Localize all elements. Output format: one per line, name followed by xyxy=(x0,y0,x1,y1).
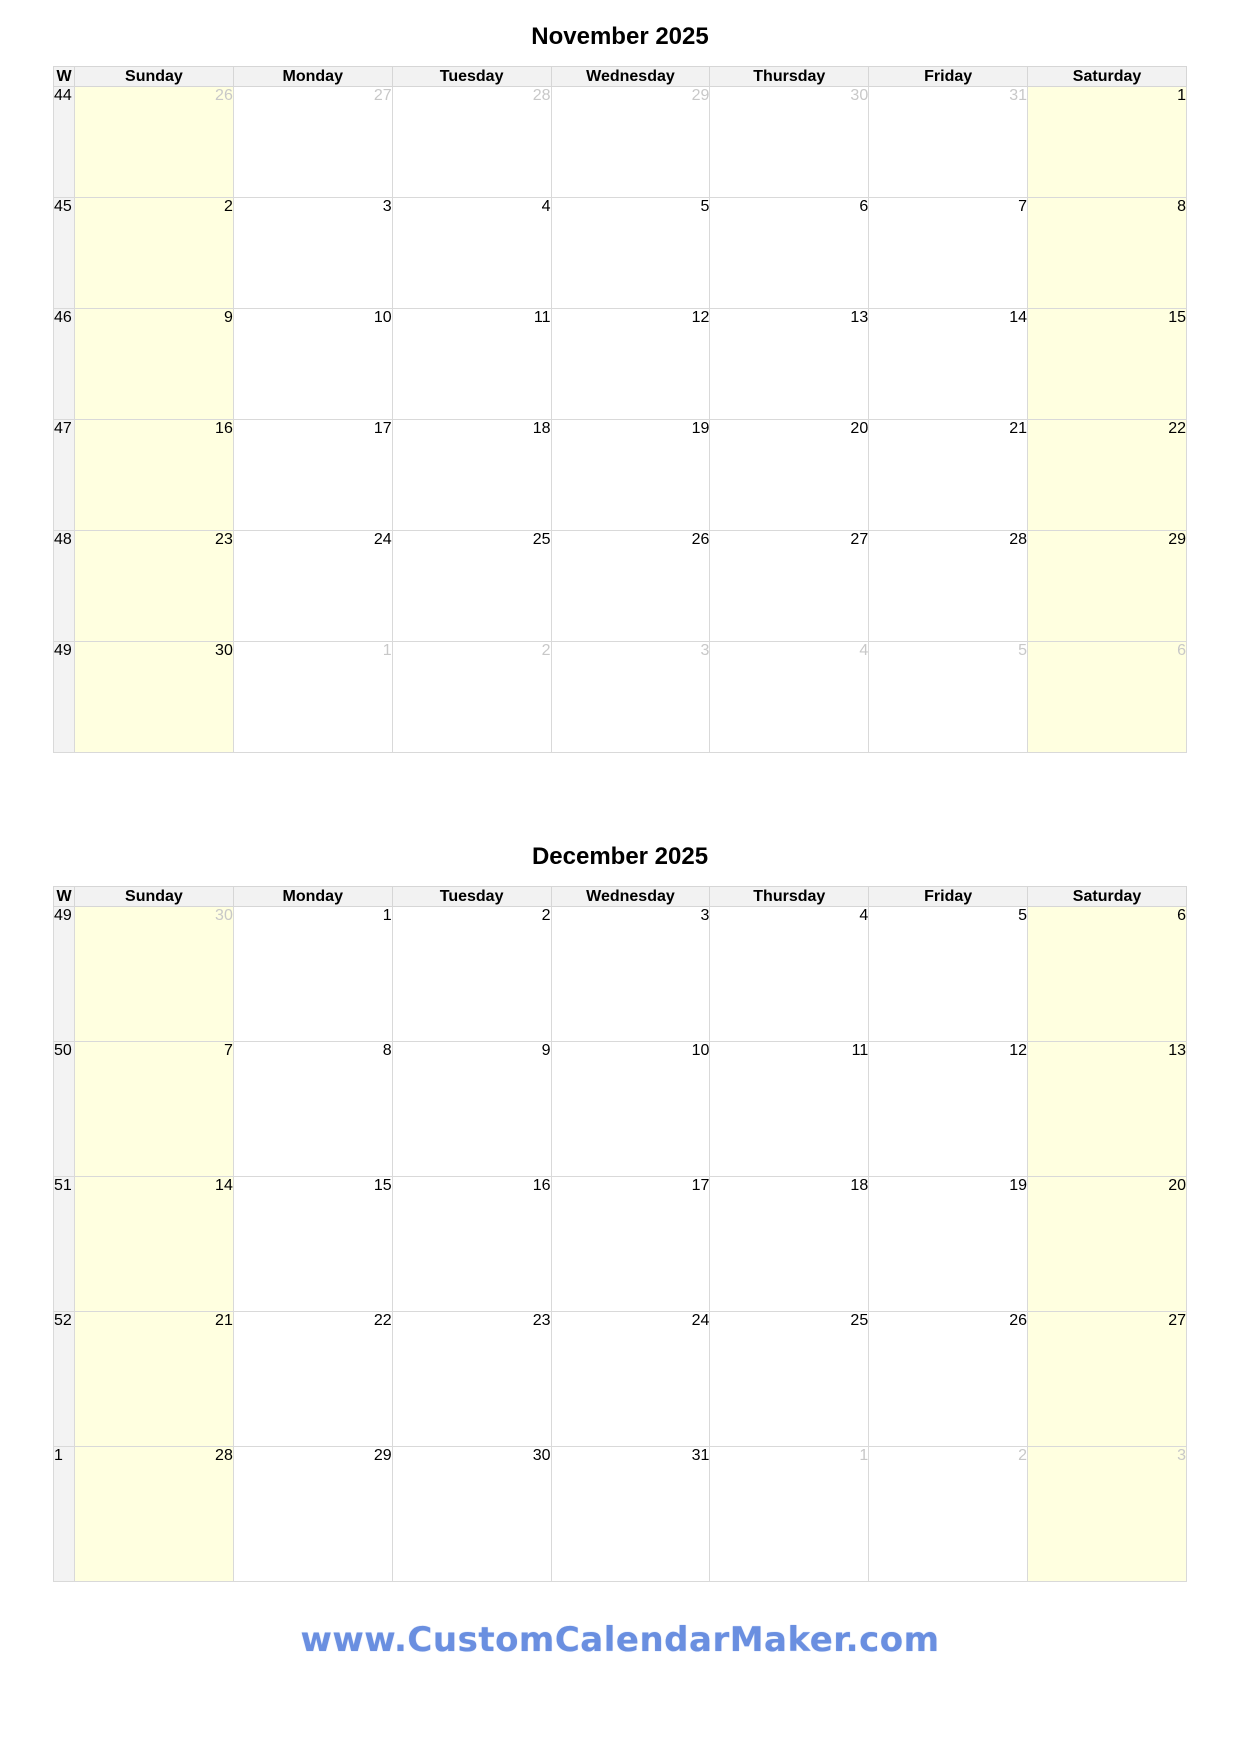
day-cell[interactable] xyxy=(1028,1177,1187,1312)
day-cell[interactable] xyxy=(1028,87,1187,198)
day-cell[interactable] xyxy=(551,420,710,531)
weekday-header-tuesday: Tuesday xyxy=(392,67,551,87)
day-number: 19 xyxy=(1009,1177,1028,1194)
day-number: 18 xyxy=(850,1177,869,1194)
day-cell[interactable] xyxy=(869,198,1028,309)
day-cell[interactable] xyxy=(869,642,1028,753)
day-number: 2 xyxy=(1018,1447,1028,1464)
day-number: 29 xyxy=(691,87,710,104)
week-number-header: W xyxy=(54,67,75,87)
day-number: 3 xyxy=(700,642,710,659)
weekday-header-thursday: Thursday xyxy=(710,67,869,87)
day-cell[interactable] xyxy=(1028,1312,1187,1447)
day-cell[interactable] xyxy=(551,87,710,198)
day-number: 23 xyxy=(215,531,233,548)
day-number: 29 xyxy=(1168,531,1186,548)
weekday-header-thursday: Thursday xyxy=(710,887,869,907)
day-number: 9 xyxy=(541,1042,551,1059)
day-cell[interactable] xyxy=(869,420,1028,531)
day-cell[interactable] xyxy=(1028,309,1187,420)
day-cell[interactable] xyxy=(1028,1042,1187,1177)
day-cell[interactable] xyxy=(869,87,1028,198)
day-number: 7 xyxy=(1018,198,1028,215)
day-number: 1 xyxy=(1177,87,1186,104)
day-cell[interactable] xyxy=(869,1312,1028,1447)
day-cell[interactable] xyxy=(710,531,869,642)
day-cell[interactable] xyxy=(392,87,551,198)
day-number: 26 xyxy=(691,531,710,548)
weekday-header-monday: Monday xyxy=(233,67,392,87)
weekday-header-friday: Friday xyxy=(869,887,1028,907)
day-number: 4 xyxy=(541,198,551,215)
day-cell[interactable] xyxy=(551,907,710,1042)
day-cell[interactable] xyxy=(233,1447,392,1582)
day-number: 3 xyxy=(382,198,392,215)
day-number: 29 xyxy=(373,1447,392,1464)
day-number: 1 xyxy=(859,1447,869,1464)
day-number: 22 xyxy=(373,1312,392,1329)
day-cell[interactable] xyxy=(869,531,1028,642)
day-number: 2 xyxy=(223,198,233,215)
day-cell[interactable] xyxy=(869,309,1028,420)
day-cell[interactable] xyxy=(710,1042,869,1177)
day-cell[interactable] xyxy=(75,531,234,642)
calendar-month-december xyxy=(53,842,1187,1582)
day-number: 21 xyxy=(215,1312,233,1329)
month-title: November 2025 xyxy=(531,23,709,50)
day-cell[interactable] xyxy=(233,198,392,309)
day-cell[interactable] xyxy=(710,1177,869,1312)
calendar-month-november xyxy=(53,22,1187,753)
week-row xyxy=(54,1177,1187,1312)
day-number: 20 xyxy=(1168,1177,1186,1194)
day-number: 22 xyxy=(1168,420,1186,437)
weekday-header-saturday: Saturday xyxy=(1028,887,1187,907)
day-cell[interactable] xyxy=(75,87,234,198)
week-number: 46 xyxy=(54,309,75,420)
day-cell[interactable] xyxy=(1028,420,1187,531)
day-number: 15 xyxy=(1168,309,1186,326)
week-row xyxy=(54,1447,1187,1582)
day-number: 28 xyxy=(1009,531,1028,548)
week-row xyxy=(54,87,1187,198)
day-cell[interactable] xyxy=(233,531,392,642)
day-cell[interactable] xyxy=(233,420,392,531)
day-cell[interactable] xyxy=(75,198,234,309)
footer xyxy=(0,1620,1240,1660)
week-row xyxy=(54,1312,1187,1447)
day-cell[interactable] xyxy=(1028,198,1187,309)
day-cell[interactable] xyxy=(392,420,551,531)
day-cell[interactable] xyxy=(1028,642,1187,753)
day-cell[interactable] xyxy=(551,1447,710,1582)
day-number: 28 xyxy=(532,87,551,104)
day-number: 18 xyxy=(532,420,551,437)
day-cell[interactable] xyxy=(551,1042,710,1177)
day-number: 31 xyxy=(1009,87,1028,104)
week-row xyxy=(54,198,1187,309)
week-number: 45 xyxy=(54,198,75,309)
day-number: 26 xyxy=(215,87,233,104)
week-row xyxy=(54,907,1187,1042)
day-number: 28 xyxy=(215,1447,233,1464)
weekday-header-sunday: Sunday xyxy=(75,887,234,907)
day-cell[interactable] xyxy=(710,420,869,531)
day-number: 23 xyxy=(532,1312,551,1329)
day-number: 2 xyxy=(541,642,551,659)
day-number: 13 xyxy=(850,309,869,326)
day-number: 27 xyxy=(850,531,869,548)
day-cell[interactable] xyxy=(710,309,869,420)
day-number: 16 xyxy=(532,1177,551,1194)
day-cell[interactable] xyxy=(869,1042,1028,1177)
day-cell[interactable] xyxy=(392,531,551,642)
day-number: 21 xyxy=(1009,420,1028,437)
footer-website-link[interactable]: www.CustomCalendarMaker.com xyxy=(300,1620,940,1660)
day-number: 8 xyxy=(382,1042,392,1059)
calendar-grid xyxy=(53,66,1187,753)
week-number: 52 xyxy=(54,1312,75,1447)
week-row xyxy=(54,1042,1187,1177)
day-number: 14 xyxy=(215,1177,233,1194)
calendar-grid xyxy=(53,886,1187,1582)
day-number: 30 xyxy=(215,642,233,659)
day-number: 6 xyxy=(1177,642,1186,659)
day-cell[interactable] xyxy=(1028,531,1187,642)
day-number: 3 xyxy=(700,907,710,924)
day-number: 1 xyxy=(382,642,392,659)
day-number: 26 xyxy=(1009,1312,1028,1329)
week-number: 49 xyxy=(54,642,75,753)
weekday-header-row xyxy=(54,887,1187,907)
day-cell[interactable] xyxy=(75,642,234,753)
day-number: 17 xyxy=(373,420,392,437)
day-number: 7 xyxy=(223,1042,233,1059)
day-number: 24 xyxy=(691,1312,710,1329)
day-cell[interactable] xyxy=(392,198,551,309)
day-number: 20 xyxy=(850,420,869,437)
week-row xyxy=(54,420,1187,531)
day-cell[interactable] xyxy=(392,1177,551,1312)
day-cell[interactable] xyxy=(233,1312,392,1447)
week-number: 51 xyxy=(54,1177,75,1312)
day-cell[interactable] xyxy=(710,1312,869,1447)
day-cell[interactable] xyxy=(551,1177,710,1312)
week-number: 48 xyxy=(54,531,75,642)
day-cell[interactable] xyxy=(710,907,869,1042)
weekday-header-row xyxy=(54,67,1187,87)
week-row xyxy=(54,309,1187,420)
day-cell[interactable] xyxy=(75,1312,234,1447)
day-number: 25 xyxy=(532,531,551,548)
day-number: 27 xyxy=(373,87,392,104)
day-number: 12 xyxy=(1009,1042,1028,1059)
day-number: 5 xyxy=(700,198,710,215)
day-number: 30 xyxy=(532,1447,551,1464)
day-cell[interactable] xyxy=(710,87,869,198)
day-cell[interactable] xyxy=(710,1447,869,1582)
day-cell[interactable] xyxy=(869,1177,1028,1312)
day-cell[interactable] xyxy=(551,198,710,309)
day-cell[interactable] xyxy=(551,642,710,753)
day-cell[interactable] xyxy=(75,420,234,531)
week-number: 49 xyxy=(54,907,75,1042)
day-number: 17 xyxy=(691,1177,710,1194)
day-cell[interactable] xyxy=(392,1042,551,1177)
day-number: 15 xyxy=(373,1177,392,1194)
day-number: 2 xyxy=(541,907,551,924)
weekday-header-friday: Friday xyxy=(869,67,1028,87)
day-cell[interactable] xyxy=(75,309,234,420)
day-number: 19 xyxy=(691,420,710,437)
day-cell[interactable] xyxy=(710,642,869,753)
day-cell[interactable] xyxy=(75,1447,234,1582)
day-cell[interactable] xyxy=(1028,907,1187,1042)
day-number: 4 xyxy=(859,642,869,659)
day-number: 30 xyxy=(215,907,233,924)
day-cell[interactable] xyxy=(233,1042,392,1177)
day-cell[interactable] xyxy=(392,1447,551,1582)
day-number: 14 xyxy=(1009,309,1028,326)
day-number: 13 xyxy=(1168,1042,1186,1059)
day-cell[interactable] xyxy=(551,1312,710,1447)
day-cell[interactable] xyxy=(233,309,392,420)
day-number: 6 xyxy=(859,198,869,215)
weekday-header-saturday: Saturday xyxy=(1028,67,1187,87)
week-number: 1 xyxy=(54,1447,75,1582)
day-cell[interactable] xyxy=(392,309,551,420)
day-cell[interactable] xyxy=(392,1312,551,1447)
day-number: 16 xyxy=(215,420,233,437)
day-cell[interactable] xyxy=(233,907,392,1042)
week-row xyxy=(54,531,1187,642)
day-number: 4 xyxy=(859,907,869,924)
weekday-header-wednesday: Wednesday xyxy=(551,67,710,87)
day-number: 30 xyxy=(850,87,869,104)
day-cell[interactable] xyxy=(233,87,392,198)
day-number: 8 xyxy=(1177,198,1186,215)
week-row xyxy=(54,642,1187,753)
day-number: 1 xyxy=(382,907,392,924)
day-cell[interactable] xyxy=(233,1177,392,1312)
day-cell[interactable] xyxy=(869,907,1028,1042)
weekday-header-tuesday: Tuesday xyxy=(392,887,551,907)
day-number: 6 xyxy=(1177,907,1186,924)
day-cell[interactable] xyxy=(1028,1447,1187,1582)
day-cell[interactable] xyxy=(75,1042,234,1177)
day-number: 12 xyxy=(691,309,710,326)
day-cell[interactable] xyxy=(75,907,234,1042)
day-number: 11 xyxy=(533,309,551,326)
day-number: 11 xyxy=(851,1042,869,1059)
day-number: 5 xyxy=(1018,907,1028,924)
day-cell[interactable] xyxy=(392,907,551,1042)
week-number-header: W xyxy=(54,887,75,907)
day-cell[interactable] xyxy=(869,1447,1028,1582)
weekday-header-wednesday: Wednesday xyxy=(551,887,710,907)
day-cell[interactable] xyxy=(233,642,392,753)
week-number: 50 xyxy=(54,1042,75,1177)
day-number: 3 xyxy=(1177,1447,1186,1464)
weekday-header-monday: Monday xyxy=(233,887,392,907)
day-cell[interactable] xyxy=(710,198,869,309)
week-number: 47 xyxy=(54,420,75,531)
day-number: 27 xyxy=(1168,1312,1186,1329)
day-number: 10 xyxy=(373,309,392,326)
week-number: 44 xyxy=(54,87,75,198)
day-number: 10 xyxy=(691,1042,710,1059)
month-title: December 2025 xyxy=(531,843,709,870)
day-cell[interactable] xyxy=(551,309,710,420)
day-number: 31 xyxy=(691,1447,710,1464)
day-number: 9 xyxy=(223,309,233,326)
day-cell[interactable] xyxy=(551,531,710,642)
day-number: 24 xyxy=(373,531,392,548)
day-cell[interactable] xyxy=(392,642,551,753)
day-cell[interactable] xyxy=(75,1177,234,1312)
day-number: 25 xyxy=(850,1312,869,1329)
weekday-header-sunday: Sunday xyxy=(75,67,234,87)
day-number: 5 xyxy=(1018,642,1028,659)
